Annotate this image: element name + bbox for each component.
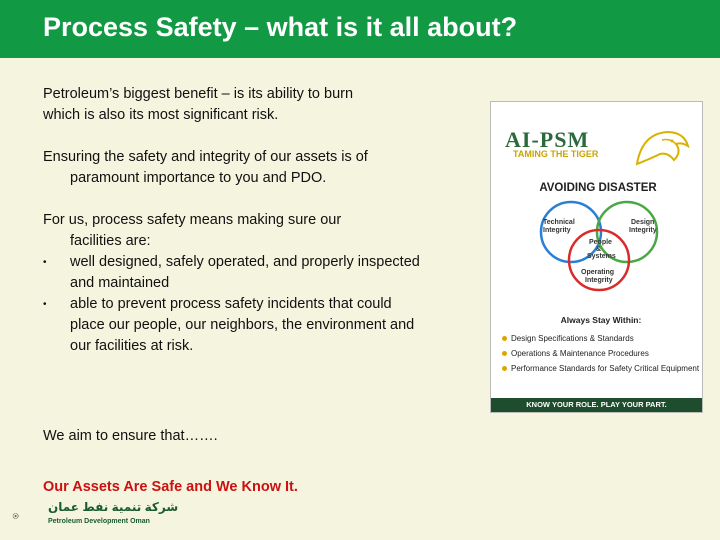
paragraph-process-safety xyxy=(43,210,423,357)
bullet-item xyxy=(43,294,423,357)
pdo-logo-icon xyxy=(12,500,46,532)
paragraph-integrity-line2: paramount importance to you and PDO. xyxy=(70,170,327,186)
poster-list-item-label: Performance Standards for Safety Critical Equipment xyxy=(511,364,700,373)
venn-label-operating-1: Operating xyxy=(581,269,615,276)
bullet-dot-icon xyxy=(502,336,507,341)
paragraph-integrity xyxy=(43,147,423,189)
tagline: Our Assets Are Safe and We Know It. xyxy=(43,479,298,495)
bullet-dot-icon xyxy=(502,366,507,371)
ai-psm-logo: AI-PSM xyxy=(505,127,590,152)
bullet-dot: • xyxy=(43,299,47,310)
pdo-arabic-name: شركة تنمية نفط عمان xyxy=(48,500,179,514)
venn-label-people-3: Systems xyxy=(587,253,616,260)
venn-label-people-1: People xyxy=(589,239,612,246)
paragraph-benefit-line1: Petroleum’s biggest benefit – is its ability to burn xyxy=(43,86,354,102)
body-text xyxy=(43,84,423,357)
paragraph-benefit xyxy=(43,84,423,126)
poster-list xyxy=(501,333,701,378)
poster-list-item xyxy=(501,333,701,344)
pdo-company-name: Petroleum Development Oman xyxy=(48,518,150,525)
paragraph-integrity-line1: Ensuring the safety and integrity of our assets is of xyxy=(43,149,368,165)
slide-title: Process Safety – what is it all about? xyxy=(43,12,518,42)
venn-label-design-2: Integrity xyxy=(629,227,657,234)
integrity-venn-diagram xyxy=(519,200,679,295)
bullet-item xyxy=(43,252,423,294)
bullet-dot: • xyxy=(43,257,47,268)
ai-psm-poster xyxy=(490,101,703,413)
always-stay-within: Always Stay Within: xyxy=(560,315,642,325)
paragraph-process-safety-line1: For us, process safety means making sure our xyxy=(43,212,342,228)
paragraph-process-safety-line2: facilities are: xyxy=(70,233,151,249)
bullet-text: able to prevent process safety incidents that could place our people, our neighbors, the environment and our facilities at risk. xyxy=(70,296,415,354)
tiger-icon xyxy=(632,124,692,172)
poster-list-item xyxy=(501,348,701,359)
venn-label-technical-2: Integrity xyxy=(543,227,571,234)
poster-heading: AVOIDING DISASTER xyxy=(539,182,657,194)
venn-label-people-2: & xyxy=(596,246,602,253)
venn-label-technical-1: Technical xyxy=(543,219,575,226)
poster-list-item xyxy=(501,363,701,374)
paragraph-benefit-line2: which is also its most significant risk. xyxy=(43,107,279,123)
bullet-dot-icon xyxy=(502,351,507,356)
closing-text: We aim to ensure that……. xyxy=(43,428,218,444)
venn-label-operating-2: Integrity xyxy=(585,277,613,284)
poster-list-item-label: Operations & Maintenance Procedures xyxy=(511,349,649,358)
venn-label-design-1: Design xyxy=(631,219,655,226)
title-bar xyxy=(0,0,720,58)
bullet-text: well designed, safely operated, and properly inspected and maintained xyxy=(70,254,420,291)
ai-psm-subtitle: TAMING THE TIGER xyxy=(513,149,599,159)
poster-footer: KNOW YOUR ROLE. PLAY YOUR PART. xyxy=(491,398,702,412)
poster-list-item-label: Design Specifications & Standards xyxy=(511,334,634,343)
